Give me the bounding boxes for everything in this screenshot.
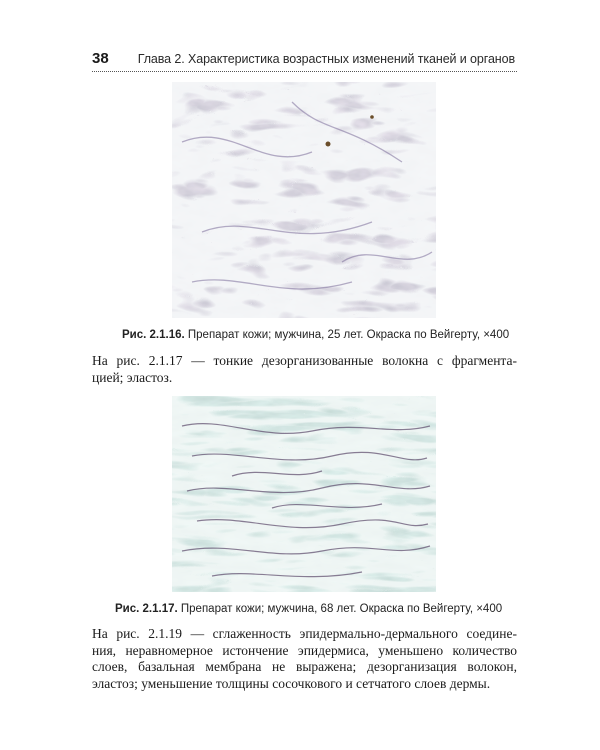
figure-label: Рис. 2.1.16. [122, 329, 185, 341]
body-paragraph [92, 353, 517, 386]
figure-2-1-17-micrograph [172, 396, 436, 592]
page-number: 38 [92, 50, 109, 67]
paragraph-line: ния, неравномерное истончение эпидермиса, уменьшено количество [92, 642, 517, 658]
running-head: Глава 2. Характеристика возрастных изменений тканей и органов [137, 52, 515, 66]
paragraph-line: эластоз; уменьшение толщины сосочкового и сетчатого слоев дермы. [92, 675, 491, 691]
paragraph-line: цией; эластоз. [92, 369, 173, 385]
figure-label: Рис. 2.1.17. [115, 603, 178, 615]
header-divider [92, 71, 517, 72]
figure-caption [115, 603, 502, 615]
figure-caption-text: Препарат кожи; мужчина, 25 лет. Окраска по Вейгерту, ×400 [184, 329, 510, 341]
figure-caption [122, 329, 509, 341]
figure-2-1-16-micrograph [172, 82, 436, 318]
body-paragraph [92, 626, 517, 692]
paragraph-line: На рис. 2.1.17 — тонкие дезорганизованные волокна с фрагмента- [92, 353, 517, 368]
paragraph-line: На рис. 2.1.19 — сглаженность эпидермально-дермального соедине- [92, 626, 517, 641]
figure-caption-text: Препарат кожи; мужчина, 68 лет. Окраска по Вейгерту, ×400 [177, 603, 503, 615]
paragraph-line: слоев, базальная мембрана не выражена; дезорганизация волокон, [92, 659, 517, 674]
